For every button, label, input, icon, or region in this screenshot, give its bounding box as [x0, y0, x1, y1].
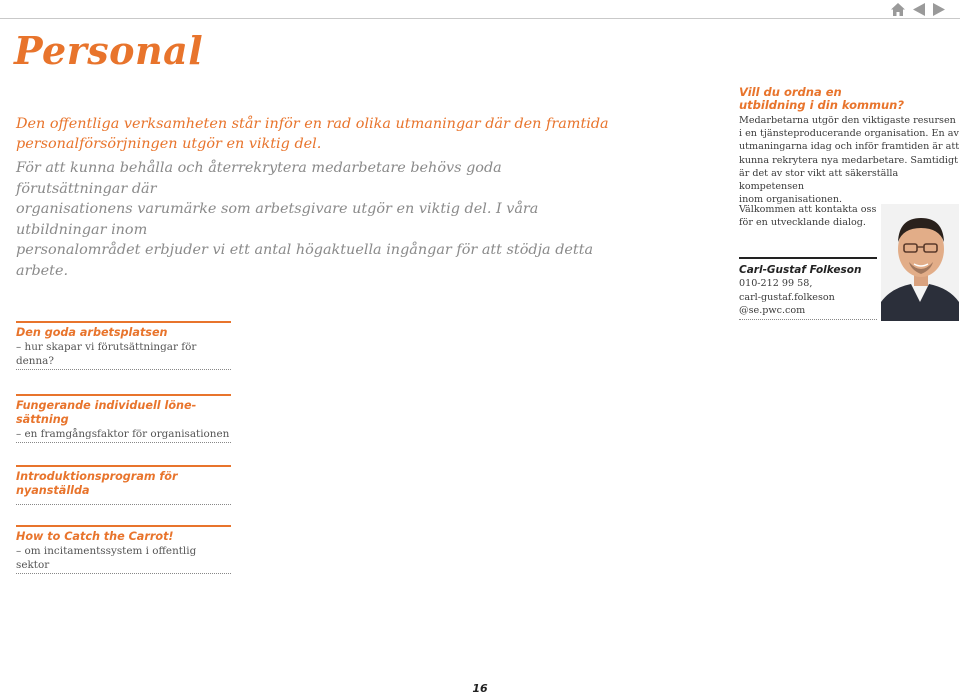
- arrow-left-icon[interactable]: [912, 2, 926, 21]
- link-divider: [16, 504, 231, 505]
- body-paragraph: [16, 158, 616, 281]
- list-item[interactable]: [16, 465, 231, 505]
- body-line: För att kunna behålla och återrekrytera medarbetare behövs goda förutsättningar där: [16, 160, 502, 197]
- contact-name: Carl-Gustaf Folkeson: [739, 264, 862, 276]
- contact-photo: [881, 204, 959, 321]
- list-item[interactable]: [16, 394, 231, 443]
- callout-heading-line: Vill du ordna en: [739, 85, 842, 99]
- link-title[interactable]: [16, 530, 231, 544]
- body-line: organisationens varumärke som arbetsgivare utgör en viktig del. I våra utbildningar inom: [16, 201, 539, 238]
- link-bar: [16, 321, 231, 323]
- contact-email-part: @se.pwc.com: [739, 305, 806, 317]
- callout-body-line: Medarbetarna utgör den viktigaste resursen: [739, 115, 956, 126]
- link-subtitle: [16, 340, 231, 368]
- contact-rule: [739, 257, 877, 259]
- link-subtitle-line: – hur skapar vi förutsättningar för: [16, 341, 197, 353]
- link-subtitle-line: denna?: [16, 355, 54, 367]
- nav-icons: [890, 2, 946, 21]
- link-bar: [16, 525, 231, 527]
- link-divider: [16, 369, 231, 370]
- callout-body-line: kunna rekrytera nya medarbetare. Samtidigt: [739, 154, 958, 166]
- contact-email-part: carl-gustaf.folkeson: [739, 291, 835, 303]
- link-title-line: Den goda arbetsplatsen: [16, 326, 168, 339]
- link-subtitle-line: – en framgångsfaktor för organisationen: [16, 428, 230, 440]
- intro-line: personalförsörjningen utgör en viktig del.: [16, 136, 322, 152]
- link-title-line: Introduktionsprogram för: [16, 470, 178, 483]
- link-title[interactable]: [16, 326, 231, 340]
- contact-card: [739, 263, 879, 318]
- intro-paragraph: [16, 114, 616, 154]
- link-divider: [16, 573, 231, 574]
- list-item[interactable]: [16, 321, 231, 370]
- callout-welcome: [739, 203, 879, 229]
- callout-heading: [739, 86, 960, 112]
- arrow-right-icon[interactable]: [932, 2, 946, 21]
- callout-body-line: utmaningarna idag och inför framtiden är att: [739, 141, 960, 153]
- callout-body-line: inom organisationen.: [739, 194, 843, 206]
- link-title-line: sättning: [16, 413, 69, 426]
- link-title-line: How to Catch the Carrot!: [16, 530, 174, 543]
- top-rule: [0, 18, 960, 19]
- home-icon[interactable]: [890, 2, 906, 21]
- callout-box: [739, 86, 960, 206]
- link-title-line: Fungerande individuell löne-: [16, 399, 197, 412]
- link-title[interactable]: [16, 399, 231, 427]
- contact-phone: 010-212 99 58,: [739, 278, 813, 289]
- callout-heading-line: utbildning i din kommun?: [739, 98, 905, 112]
- link-divider: [16, 442, 231, 443]
- page-number: 16: [472, 682, 488, 695]
- callout-body-line: i en tjänsteproducerande organisation. En av: [739, 128, 959, 140]
- link-bar: [16, 394, 231, 396]
- list-item[interactable]: [16, 525, 231, 574]
- link-bar: [16, 465, 231, 467]
- welcome-line: för en utvecklande dialog.: [739, 217, 866, 229]
- link-subtitle-line: – om incitamentssystem i offentlig sektor: [16, 545, 197, 571]
- link-title-line: nyanställda: [16, 484, 90, 497]
- link-title[interactable]: [16, 470, 231, 498]
- link-subtitle: [16, 544, 231, 572]
- welcome-line: Välkommen att kontakta oss: [739, 204, 877, 215]
- intro-line: Den offentliga verksamheten står inför en rad olika utmaningar där den framtida: [16, 116, 609, 132]
- link-subtitle: [16, 427, 231, 441]
- callout-body-line: är det av stor vikt att säkerställa kompetensen: [739, 167, 899, 193]
- contact-divider: [739, 319, 877, 320]
- callout-body: [739, 114, 960, 206]
- contact-email[interactable]: [739, 291, 879, 318]
- body-line: personalområdet erbjuder vi ett antal högaktuella ingångar för att stödja detta arbete.: [16, 242, 594, 279]
- page-title: Personal: [14, 28, 204, 73]
